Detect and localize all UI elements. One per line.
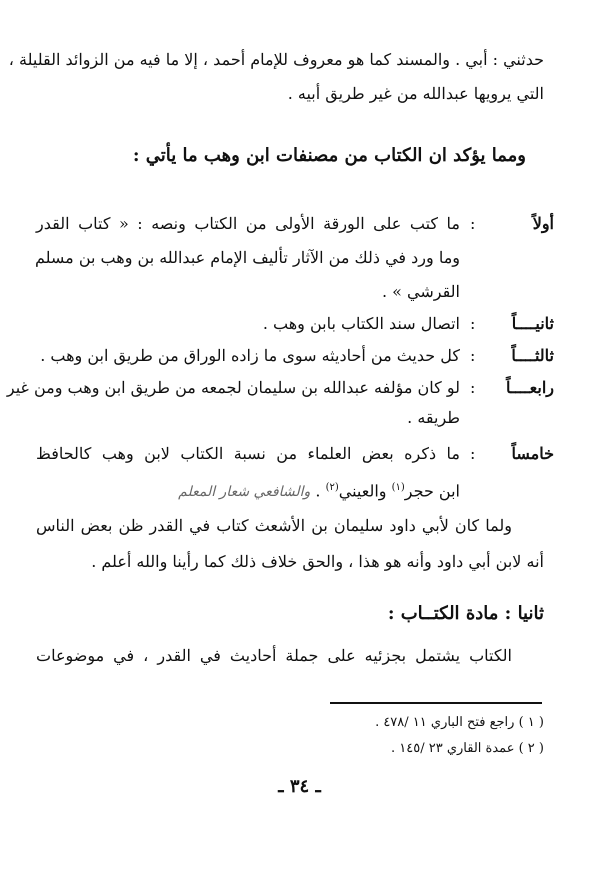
item-label-second: ثانيــــاً (511, 314, 554, 333)
footnote-2: ( ٢ ) عمدة القاري ٢٣ /١٤٥ . (391, 741, 544, 756)
footnote-divider (330, 702, 542, 704)
item-label-third: ثالثــــاً (511, 346, 554, 365)
item-colon: : (470, 444, 476, 463)
handwritten-annotation: والشافعي شعار المعلم (178, 484, 311, 501)
footnote-1: ( ١ ) راجع فتح الباري ١١ /٤٧٨ . (375, 715, 544, 730)
para-content-line-1: الكتاب يشتمل بجزئيه على جملة أحاديث في القدر ، في موضوعات (36, 646, 512, 665)
section-heading-content: ثانيا : مادة الكتــاب : (387, 603, 544, 624)
item-colon: : (470, 378, 476, 397)
item-fourth-line-1: لو كان مؤلفه عبدالله بن سليمان لجمعه من طريق ابن وهب ومن غير (6, 378, 460, 397)
intro-line-2: التي يرويها عبدالله من غير طريق أبيه . (287, 84, 544, 103)
para-abu-dawud-line-2: أنه لابن أبي داود وأنه هو هذا ، والحق خلاف ذلك كما رأينا والله أعلم . (91, 552, 544, 571)
item-fifth-line-1: ما ذكره بعض العلماء من نسبة الكتاب لابن وهب كالحافظ (36, 444, 460, 463)
item-fourth-line-2: طريقه . (407, 408, 460, 427)
item-label-first: أولاً (532, 214, 554, 233)
page-number: ـ ٣٤ ـ (278, 776, 321, 797)
para-abu-dawud-line-1: ولما كان لأبي داود سليمان بن الأشعث كتاب في القدر ظن بعض الناس (36, 516, 512, 535)
footnote-ref-1[interactable]: (١) (391, 482, 405, 493)
item-colon: : (470, 214, 476, 233)
item-first-line-2: وما ورد في ذلك من الآثار تأليف الإمام عبدالله بن وهب بن مسلم (34, 248, 460, 267)
item-colon: : (470, 314, 476, 333)
item-label-fourth: رابعــــاً (506, 378, 554, 397)
item-third-line-1: كل حديث من أحاديثه سوى ما زاده الوراق من طريق ابن وهب . (40, 346, 460, 365)
citation-ibn-hajar: ابن حجر (404, 481, 460, 501)
intro-line-1: حدثني : أبي . والمسند كما هو معروف للإمام أحمد ، إلا ما فيه من الزوائد القليلة ، (8, 50, 544, 69)
item-label-fifth: خامساً (511, 444, 554, 463)
item-first-line-3: القرشي » . (381, 282, 460, 301)
citation-aini: والعيني (338, 481, 392, 501)
footnote-ref-2[interactable]: (٢) (325, 482, 339, 493)
item-first-line-1: ما كتب على الورقة الأولى من الكتاب ونصه : « كتاب القدر (36, 214, 460, 233)
section-heading-evidence: ومما يؤكد ان الكتاب من مصنفات ابن وهب ما يأتي : (132, 145, 526, 166)
item-colon: : (470, 346, 476, 365)
item-second-line-1: اتصال سند الكتاب بابن وهب . (262, 314, 460, 333)
item-fifth-line-2 (36, 474, 460, 506)
citation-end: . (315, 481, 326, 501)
